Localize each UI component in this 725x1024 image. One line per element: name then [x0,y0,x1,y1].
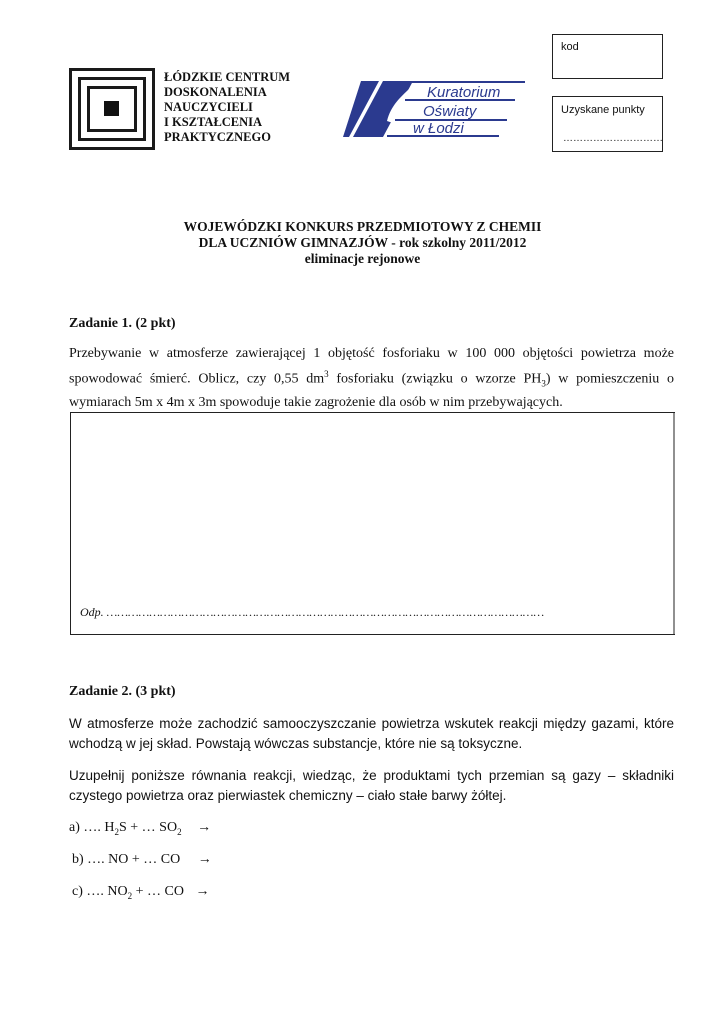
kuratorium-text-2: Oświaty [423,103,477,120]
points-box[interactable] [552,96,663,152]
arrow-icon: → [195,884,210,899]
contest-title-line3: eliminacje rejonowe [304,251,421,266]
contest-title-line2: DLA UCZNIÓW GIMNAZJÓW - rok szkolny 2011/2012 [198,235,527,250]
eq-c-sub1: 2 [127,890,133,901]
task1-text-c: ) w pomieszczeniu o wymiarach 5m x 4m x 3m spowoduje takie zagrożenie dla osób w nim przebywających. [69,371,674,411]
eq-a-sub1: 2 [114,826,119,837]
institution-name [164,70,290,145]
institution-line: NAUCZYCIELI [164,100,253,114]
logo-center-square [104,101,119,116]
institution-line: PRAKTYCZNEGO [164,130,271,144]
task1-sup: 3 [324,369,329,379]
eq-a-mid: S + … SO [119,820,178,835]
kuratorium-logo [343,75,528,145]
eq-c-mid: + … CO [132,884,184,899]
eq-b-text: b) …. NO + … CO [72,852,181,867]
arrow-icon: → [197,852,212,867]
kuratorium-text-1: Kuratorium [427,84,501,101]
task1-answer-box[interactable] [70,412,675,635]
institution-line: DOSKONALENIA [164,85,267,99]
task1-text-a: Przebywanie w atmosferze zawierającej 1 objętość fosforiaku w 100 000 objętości powietrza może spowodować śmierć. Oblicz, czy 0,55 dm [69,346,674,387]
task2-para1: W atmosferze może zachodzić samooczyszczanie powietrza wskutek reakcji między gazami, które wchodzą w jej skład. Powstają wówczas substancje, które nie są toksyczne. [69,716,674,751]
task1-sub: 3 [541,378,546,389]
kod-label: kod [561,41,579,53]
task1-heading: Zadanie 1. (2 pkt) [69,316,176,331]
contest-title-line1: WOJEWÓDZKI KONKURS PRZEDMIOTOWY Z CHEMII [183,219,542,234]
kuratorium-text-3: w Łodzi [413,120,464,137]
points-label: Uzyskane punkty [561,104,645,116]
task1-answer-line[interactable]: Odp. …………………………………………………………………………………………………………… [80,605,545,619]
institution-line: I KSZTAŁCENIA [164,115,263,129]
eq-c-prefix: c) …. NO [72,884,128,899]
answer-box-right-edge [673,413,675,635]
task1-text-b: fosforiaku (związku o wzorze PH [328,371,542,387]
eq-a-prefix: a) …. H [69,820,115,835]
points-dots: ………………………… [563,133,663,144]
task2-para2: Uzupełnij poniższe równania reakcji, wiedząc, że produktami tych przemian są gazy – składniki czystego powietrza oraz pierwiastek chemiczny – ciało stałe barwy żółtej. [69,768,674,803]
equation-c[interactable] [72,884,209,901]
equation-b[interactable] [72,852,212,868]
kod-box[interactable] [552,34,663,79]
institution-line: ŁÓDZKIE CENTRUM [164,70,291,84]
eq-a-sub2: 2 [177,826,182,837]
arrow-icon: → [197,820,212,835]
task1-text [69,344,674,413]
task2-heading: Zadanie 2. (3 pkt) [69,684,176,699]
equation-a[interactable] [69,820,211,837]
